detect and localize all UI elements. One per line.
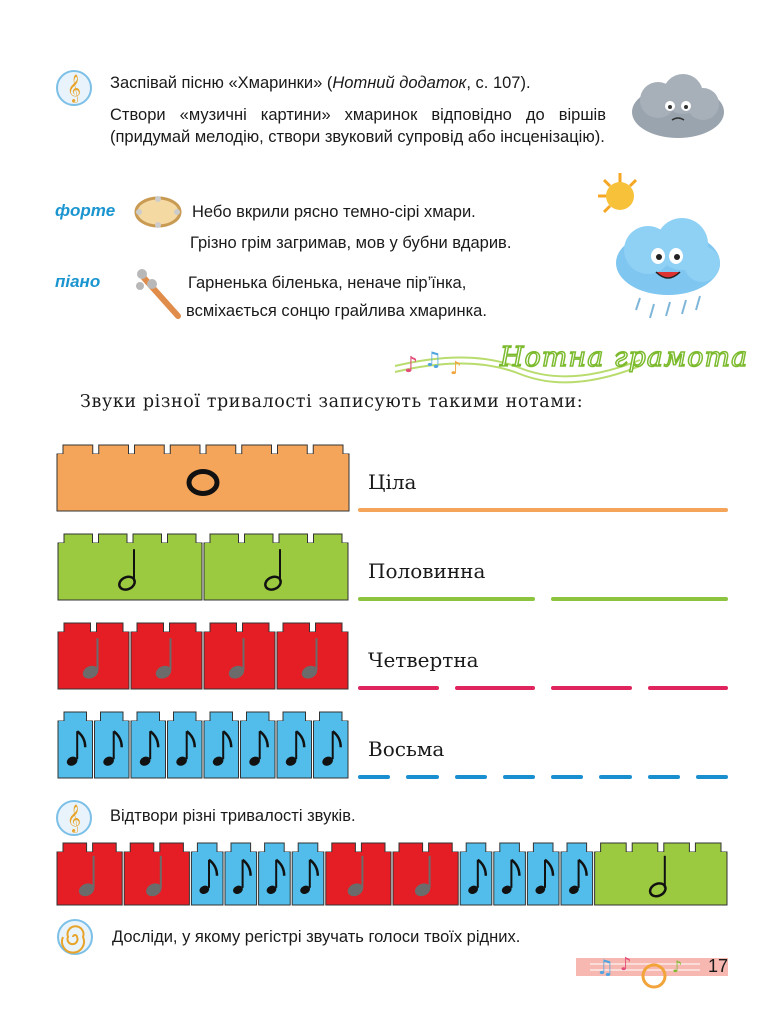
whole-note-block — [57, 445, 349, 511]
duration-line-segment — [648, 775, 680, 779]
page-number: 17 — [708, 956, 729, 976]
gray-cloud-icon — [628, 72, 728, 142]
quarter-note-block — [204, 623, 275, 689]
duration-line-segment — [551, 775, 583, 779]
sun-and-rain-cloud-icon — [590, 168, 730, 333]
eighth-note-block — [259, 843, 291, 905]
forte-line-1: Небо вкрили рясно темно-сірі хмари. — [192, 203, 476, 221]
treble-clef-icon: 𝄞 — [56, 70, 92, 106]
rhythm-blocks — [56, 842, 728, 906]
half-note-block — [58, 534, 202, 600]
duration-name: Восьма — [368, 737, 445, 761]
duration-line-segment — [503, 775, 535, 779]
svg-text:♪: ♪ — [450, 358, 462, 379]
eighth-note-block — [314, 712, 349, 778]
duration-line-segment — [358, 686, 439, 690]
eighth-note-block — [131, 712, 166, 778]
svg-text:♪: ♪ — [620, 954, 632, 975]
eighth-note-block — [527, 843, 559, 905]
forte-line-2: Грізно грім загримав, мов у бубни вдарив. — [190, 234, 512, 252]
half-note-block — [595, 843, 727, 905]
duration-row-2-blocks — [56, 533, 350, 601]
eighth-note-block — [460, 843, 492, 905]
eighth-note-block — [204, 712, 239, 778]
quarter-note-block — [57, 843, 122, 905]
page-notes-decoration — [590, 946, 700, 990]
piano-label: піано — [55, 272, 101, 291]
treble-clef-icon: 𝄞 — [56, 800, 92, 836]
eighth-note-block — [225, 843, 257, 905]
duration-line-segment — [551, 597, 728, 601]
half-note-block — [204, 534, 348, 600]
piano-line-2: всміхається сонцю грайлива хмаринка. — [186, 302, 487, 320]
quarter-note-block — [124, 843, 189, 905]
duration-line-segment — [599, 775, 631, 779]
task-explore-registers: Досліди, у якому регістрі звучать голоси твоїх рідних. — [112, 928, 521, 946]
quarter-note-block — [58, 623, 129, 689]
quarter-note-block — [277, 623, 348, 689]
quarter-note-block — [326, 843, 391, 905]
eighth-note-block — [277, 712, 312, 778]
svg-text:♪: ♪ — [672, 957, 683, 976]
svg-text:♫: ♫ — [596, 955, 614, 979]
quarter-note-block — [131, 623, 202, 689]
eighth-note-block — [561, 843, 593, 905]
duration-line-segment — [648, 686, 729, 690]
duration-line-segment — [358, 775, 390, 779]
duration-row-1-blocks — [56, 444, 350, 512]
task-sing-song: Заспівай пісню «Хмаринки» (Нотний додаток, с. 107). — [110, 74, 531, 92]
quarter-note-block — [393, 843, 458, 905]
svg-text:♪: ♪ — [404, 353, 419, 378]
duration-line-segment — [358, 597, 535, 601]
eighth-note-block — [241, 712, 276, 778]
duration-name: Ціла — [368, 470, 417, 494]
tambourine-icon — [133, 194, 183, 230]
section-title: Нотна грамота — [500, 342, 749, 373]
rattle-icon — [132, 266, 184, 322]
duration-name: Четвертна — [368, 648, 479, 672]
eighth-note-block — [494, 843, 526, 905]
rhythm-exercise — [56, 842, 728, 906]
eighth-note-block — [191, 843, 223, 905]
eighth-note-block — [168, 712, 203, 778]
task-music-pictures: Створи «музичні картини» хмаринок відповідно до віршів (придумай мелодію, створи звуковий супровід або інсценізацію). — [110, 106, 606, 146]
duration-line-segment — [358, 508, 728, 512]
svg-text:♫: ♫ — [424, 347, 442, 371]
piano-line-1: Гарненька біленька, неначе пір’їнка, — [188, 274, 467, 292]
duration-line-segment — [455, 686, 536, 690]
task-reproduce-durations: Відтвори різні тривалості звуків. — [110, 807, 356, 825]
spiral-icon — [56, 918, 94, 956]
duration-line-segment — [455, 775, 487, 779]
intro-text: Звуки різної тривалості записують такими нотами: — [80, 392, 584, 412]
eighth-note-block — [292, 843, 324, 905]
forte-label: форте — [55, 201, 116, 220]
duration-line-segment — [696, 775, 728, 779]
duration-line-segment — [551, 686, 632, 690]
duration-name: Половинна — [368, 559, 486, 583]
eighth-note-block — [95, 712, 130, 778]
duration-row-3-blocks — [56, 622, 350, 690]
duration-line-segment — [406, 775, 438, 779]
duration-row-4-blocks — [56, 711, 350, 779]
eighth-note-block — [58, 712, 93, 778]
